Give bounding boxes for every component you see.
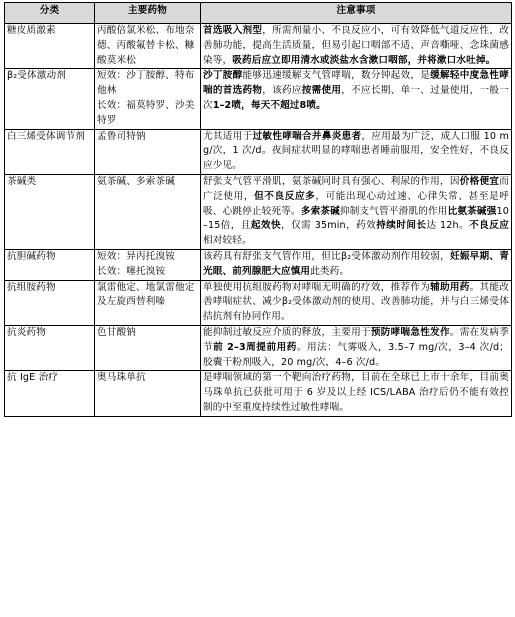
note-segment: 抑制支气管平滑肌的作用 xyxy=(339,205,448,217)
table-row xyxy=(5,249,512,280)
notes-cell xyxy=(201,69,512,129)
notes-cell xyxy=(201,325,512,370)
drugs-cell xyxy=(95,129,201,174)
note-segment: 价格便宜 xyxy=(459,175,500,187)
note-segment: 。其能改善哮喘症状、减少β₂受体激动剂的使用、改善肺功能，并与白三烯受体拮抗剂有协同作用。 xyxy=(203,281,509,323)
category-cell: 抗组胺药物 xyxy=(5,280,95,325)
note-segment: 辅助用药 xyxy=(430,281,470,293)
note-segment: 相对较轻。 xyxy=(203,235,252,247)
note-segment: 能够迅速缓解支气管哮喘，数分钟起效，是 xyxy=(242,70,431,82)
note-segment: 舒张支气管平滑肌，氨茶碱同时具有强心、利尿的作用，因 xyxy=(203,175,460,187)
drugs-cell xyxy=(95,24,201,69)
note-segment: ，仅需 35min，药效 xyxy=(281,220,377,232)
drugs-cell xyxy=(95,249,201,280)
category-cell: 抗炎药物 xyxy=(5,325,95,370)
table-row xyxy=(5,280,512,325)
notes-cell xyxy=(201,24,512,69)
drugs-cell xyxy=(95,69,201,129)
note-segment: ，所需剂量小、不良反应小，可有效降低气道反应性，改善肺功能，提高生活质量，但易引起口咽部不适、声音嘶哑、念珠菌感染等， xyxy=(203,25,509,66)
table-row xyxy=(5,371,512,416)
category-cell: 茶碱类 xyxy=(5,174,95,249)
note-segment: 过敏性哮喘合并鼻炎患者 xyxy=(252,130,362,142)
category-cell: 抗 IgE 治疗 xyxy=(5,371,95,416)
note-segment: 该药具有舒张支气管作用，但比β₂受体激动剂作用较弱， xyxy=(203,250,450,262)
note-segment: 多索茶碱 xyxy=(300,205,340,217)
note-segment: 10–15倍，且 xyxy=(203,205,510,232)
drugs-cell xyxy=(95,174,201,249)
drug-line: 长效：噻托溴铵 xyxy=(97,265,166,277)
note-segment: ，可能出现心动过速、心律失常、甚至是呼吸、心跳停止较死等。 xyxy=(203,190,509,217)
note-segment: 首选吸入剂型 xyxy=(203,25,263,36)
note-segment: 不良反应 xyxy=(469,220,510,232)
drug-line: 孟鲁司特钠 xyxy=(97,130,146,142)
table-row xyxy=(5,325,512,370)
note-segment: 比氨茶碱强 xyxy=(447,205,497,217)
header-drugs: 主要药物 xyxy=(95,3,201,24)
header-notes: 注意事项 xyxy=(201,3,512,24)
note-segment: 能抑制过敏反应介质的释放，主要用于 xyxy=(203,326,371,338)
table-row xyxy=(5,129,512,174)
note-segment: 单独使用抗组胺药物对哮喘无明确的疗效，推荐作为 xyxy=(203,281,431,293)
note-segment: 缓解轻中度急性哮喘的首选药物 xyxy=(203,70,509,97)
note-segment: 是哮喘领域的第一个靶向治疗药物，目前在全球已上市十余年，目前奥马珠单抗已获批可用于 6 岁及以上经 ICS/LABA 治疗后仍不能有效控制的中至重度持续性过敏性哮喘。 xyxy=(203,372,509,413)
drug-line: 短效：异丙托溴铵 xyxy=(97,250,175,262)
category-cell: 抗胆碱药物 xyxy=(5,249,95,280)
table-row xyxy=(5,24,512,69)
table-header-row xyxy=(5,3,512,24)
category-cell: β₂受体激动剂 xyxy=(5,69,95,129)
notes-cell xyxy=(201,249,512,280)
drugs-cell xyxy=(95,280,201,325)
note-segment: 但不良反应多 xyxy=(254,190,316,202)
category-cell: 白三烯受体调节剂 xyxy=(5,129,95,174)
drug-line: 氯雷他定、地氯雷他定及左旋西替利嗪 xyxy=(97,281,195,308)
note-segment: 沙丁胺醇 xyxy=(203,70,243,82)
note-segment: 按需使用 xyxy=(301,85,342,97)
notes-cell xyxy=(201,129,512,174)
drug-line: 短效：沙丁胺醇、特布他林 xyxy=(97,70,195,97)
drug-table xyxy=(4,2,512,417)
table-row xyxy=(5,69,512,129)
note-segment: 此类药。 xyxy=(310,265,350,277)
note-segment: 达 12h。 xyxy=(426,220,470,232)
drug-line: 氨茶碱、多索茶碱 xyxy=(97,175,175,187)
note-segment: 而广泛使用， xyxy=(203,175,509,202)
note-segment: ，不应长期、单一、过量使用，一般一次 xyxy=(203,85,509,111)
table-body xyxy=(5,24,512,417)
category-cell: 糖皮质激素 xyxy=(5,24,95,69)
note-segment: 吸药后应立即用清水或淡盐水含漱口咽部，并将漱口水吐掉。 xyxy=(232,54,496,66)
drugs-cell xyxy=(95,371,201,416)
notes-cell xyxy=(201,371,512,416)
note-segment: 预防哮喘急性发作 xyxy=(370,326,450,338)
notes-cell xyxy=(201,280,512,325)
drugs-cell xyxy=(95,325,201,370)
drug-line: 丙酸倍氯米松、布地奈德、丙酸氟替卡松、糠酸莫米松 xyxy=(97,25,195,66)
drug-line: 色甘酸钠 xyxy=(97,326,136,338)
note-segment: ，应用最为广泛，成人口服 10 mg/次，1 次/d。夜间症状明显的哮喘患者睡前服用，安全性好，不良反应少见。 xyxy=(203,130,510,172)
note-segment: 尤其适用于 xyxy=(203,130,253,142)
note-segment: 持续时间长 xyxy=(376,220,427,232)
note-segment: ，该药应 xyxy=(262,85,302,97)
note-segment: 。需在发病季节 xyxy=(203,326,509,353)
note-segment: 前 2–3周提前用药 xyxy=(213,341,297,353)
notes-cell xyxy=(201,174,512,249)
drug-line: 长效：福莫特罗、沙美特罗 xyxy=(97,99,195,126)
note-segment: 1–2喷，每天不超过8喷。 xyxy=(212,99,326,111)
note-segment: 妊娠早期、青光眼、前列腺肥大应慎用 xyxy=(203,250,509,277)
drug-line: 奥马珠单抗 xyxy=(97,372,146,384)
note-segment: 。用法：气雾吸入，3.5–7 mg/次，3–4 次/d；胶囊干粉剂吸入，20 mg/次，4–6 次/d。 xyxy=(203,341,509,368)
note-segment: 起效快 xyxy=(250,220,282,232)
table-row xyxy=(5,174,512,249)
header-category: 分类 xyxy=(5,3,95,24)
